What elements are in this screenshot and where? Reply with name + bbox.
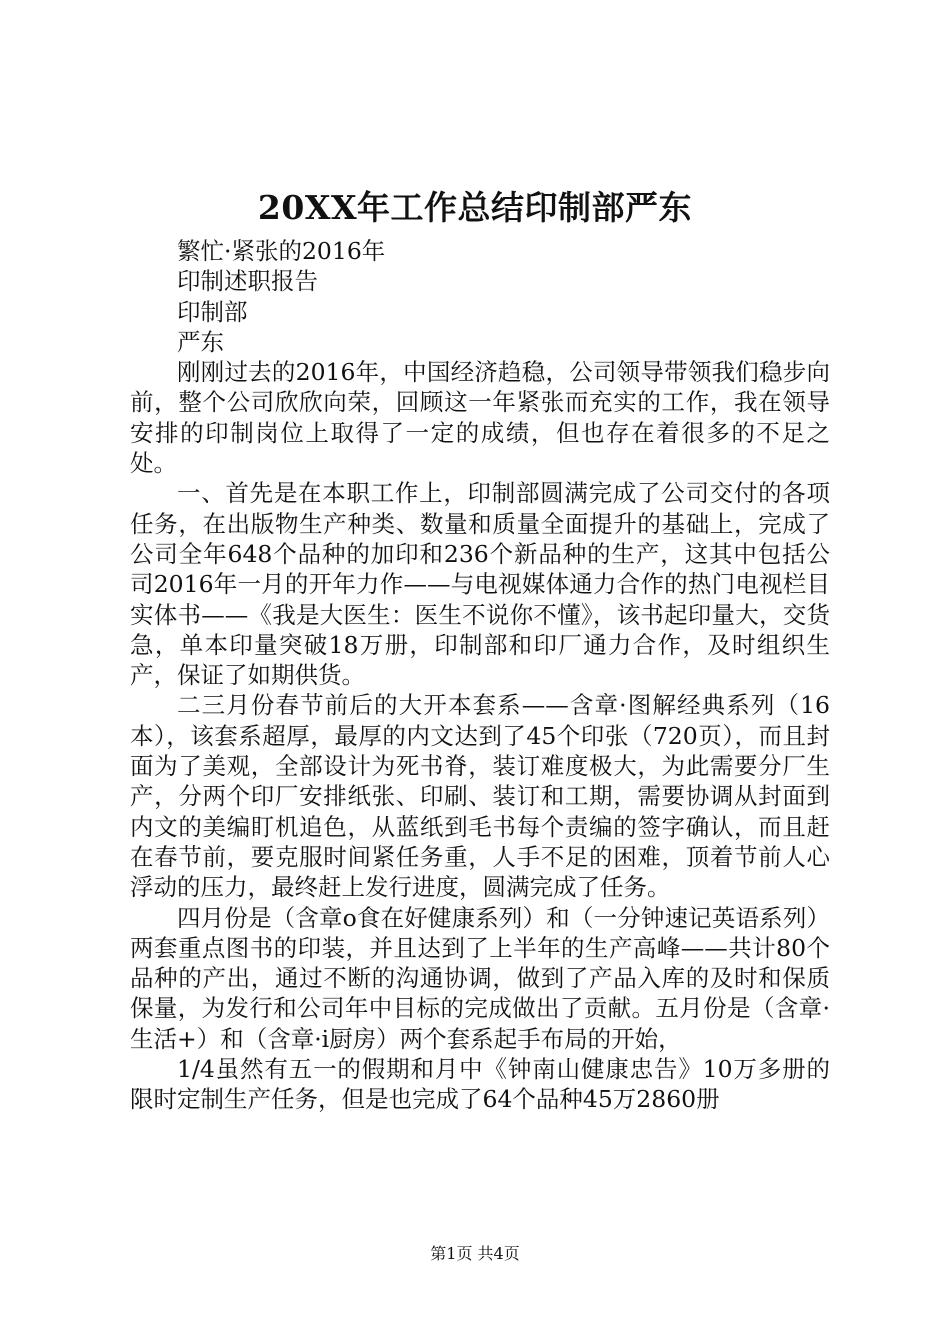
subtitle-line: 繁忙·紧张的2016年 [177, 237, 386, 265]
page-number: 第1页 共4页 [430, 1244, 520, 1263]
author-line: 严东 [177, 327, 224, 356]
body-paragraph: 四月份是（含章ο食在好健康系列）和（一分钟速记英语系列）两套重点图书的印装，并且达到了上半年的生产高峰——共计80个品种的产出，通过不断的沟通协调，做到了产品入库的及时和保质保量，为发行和公司年中目标的完成做出了贡献。五月份是（含章·生活+）和（含章·i厨房）两个套系起手布局的开始， [130, 903, 830, 1053]
department-line: 印制部 [177, 297, 248, 326]
report-name-line: 印制述职报告 [177, 267, 318, 296]
body-paragraph: 一、首先是在本职工作上，印制部圆满完成了公司交付的各项任务，在出版物生产种类、数量和质量全面提升的基础上，完成了公司全年648个品种的加印和236个新品种的生产，这其中包括公司2016年一月的开年力作——与电视媒体通力合作的热门电视栏目实体书——《我是大医生：医生不说你不懂》，该书起印量大，交货急，单本印量突破18万册，印制部和印厂通力合作，及时组织生产，保证了如期供货。 [130, 479, 830, 690]
body-paragraph: 二三月份春节前后的大开本套系——含章·图解经典系列（16本），该套系超厚，最厚的内文达到了45个印张（720页），而且封面为了美观，全部设计为死书脊，装订难度极大，为此需要分厂生产，分两个印厂安排纸张、印刷、装订和工期，需要协调从封面到内文的美编盯机追色，从蓝纸到毛书每个责编的签字确认，而且赶在春节前，要克服时间紧任务重，人手不足的困难，顶着节前人心浮动的压力，最终赶上发行进度，圆满完成了任务。 [130, 691, 830, 902]
document-body [130, 236, 830, 1115]
body-paragraph: 1/4虽然有五一的假期和月中《钟南山健康忠告》10万多册的限时定制生产任务，但是也完成了64个品种45万2860册 [130, 1055, 830, 1114]
document-title: 20XX年工作总结印制部严东 [257, 188, 693, 227]
body-paragraph: 刚刚过去的2016年，中国经济趋稳，公司领导带领我们稳步向前，整个公司欣欣向荣，回顾这一年紧张而充实的工作，我在领导安排的印制岗位上取得了一定的成绩，但也存在着很多的不足之处。 [130, 358, 830, 478]
